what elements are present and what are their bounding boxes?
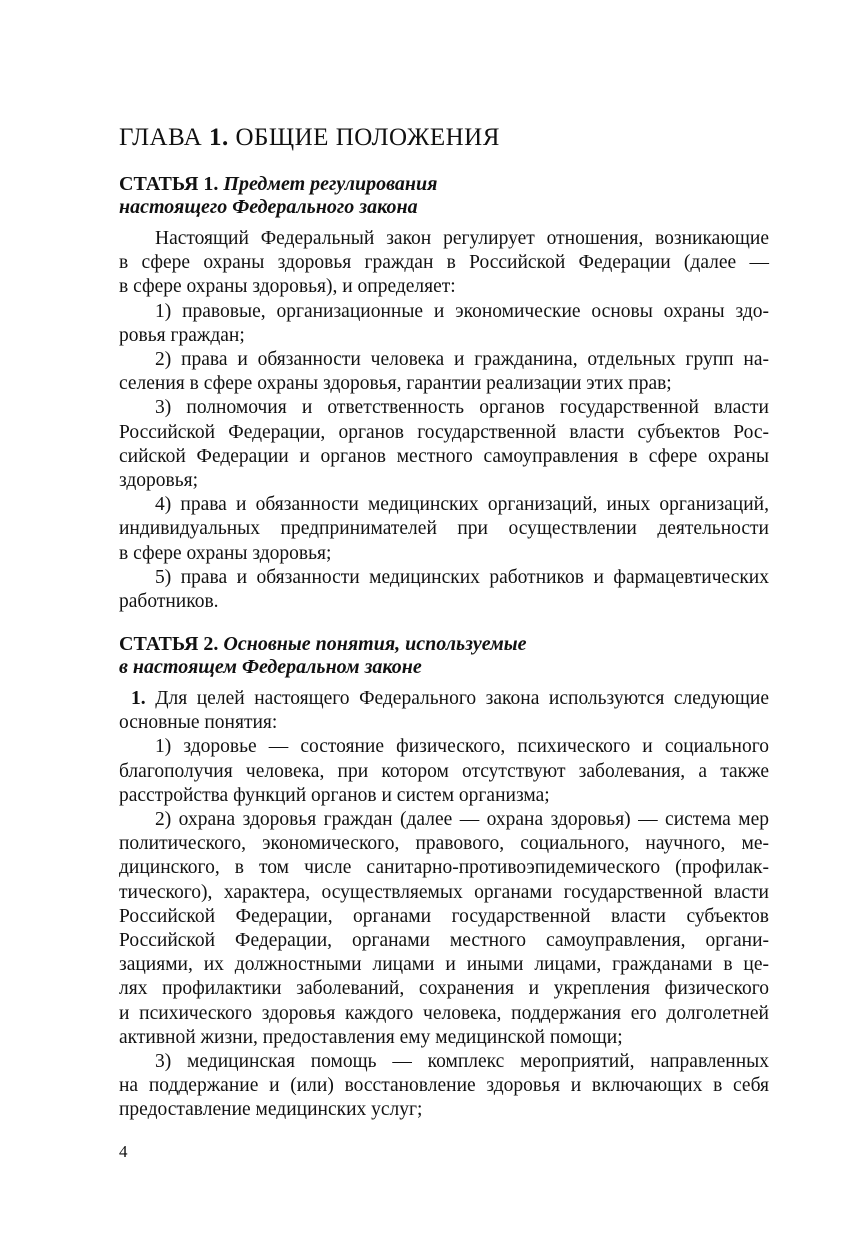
article-1-intro-line: в сфере охраны здоровья), и определяет:	[119, 276, 456, 298]
article-1-item-line: Российской Федерации, органов государственной власти субъектов Рос-	[119, 421, 769, 443]
article-2-item-line: 1) здоровье — состояние физического, психического и социального	[155, 736, 769, 758]
article-2-title-line: в настоящем Федеральном законе	[119, 656, 422, 678]
chapter-title: ОБЩИЕ ПОЛОЖЕНИЯ	[228, 124, 500, 151]
point-1-line: основные понятия:	[119, 712, 278, 734]
article-1-item-line: селения в сфере охраны здоровья, гарантии реализации этих прав;	[119, 373, 672, 395]
article-2-item-line: Российской Федерации, органами местного самоуправления, органи-	[119, 930, 769, 952]
article-1-title-line: Предмет регулирования	[223, 173, 438, 195]
article-1-item-line: в сфере охраны здоровья;	[119, 542, 332, 564]
article-1-body	[119, 227, 769, 614]
article-2-item-line: дицинского, в том числе санитарно-противоэпидемического (профилак-	[119, 857, 769, 879]
article-2-item-line: благополучия человека, при котором отсутствуют заболевания, а также	[119, 760, 769, 782]
article-1-item-line: работников.	[119, 591, 219, 613]
article-2-item-line: Российской Федерации, органами государственной власти субъектов	[119, 905, 769, 927]
article-1-item-line: ровья граждан;	[119, 324, 245, 346]
article-2-title-line: Основные понятия, используемые	[223, 633, 527, 655]
point-1-number: 1.	[131, 688, 146, 709]
article-1-item-line: 5) права и обязанности медицинских работников и фармацевтических	[155, 566, 769, 588]
article-1-heading	[119, 173, 437, 219]
article-1-item-line: индивидуальных предпринимателей при осуществлении деятельности	[119, 518, 769, 540]
article-2-item-line: тического), характера, осуществляемых органами государственной власти	[119, 881, 769, 903]
article-1-title-line: настоящего Федерального закона	[119, 196, 418, 218]
article-1-item-line: 3) полномочия и ответственность органов государственной власти	[155, 397, 769, 419]
article-2-label: СТАТЬЯ 2.	[119, 633, 219, 655]
article-1-intro-line: Настоящий Федеральный закон регулирует отношения, возникающие	[155, 228, 769, 249]
chapter-heading	[119, 124, 500, 152]
article-2-item-line: предоставление медицинских услуг;	[119, 1099, 423, 1121]
article-2-body	[119, 687, 769, 1123]
article-2-item-line: 2) охрана здоровья граждан (далее — охрана здоровья) — система мер	[155, 809, 769, 831]
article-2-item-line: расстройства функций органов и систем организма;	[119, 784, 550, 806]
article-1-item-line: 2) права и обязанности человека и гражданина, отдельных групп на-	[155, 349, 769, 371]
article-2-item-line: политического, экономического, правового, социального, научного, ме-	[119, 833, 769, 855]
article-2-heading	[119, 633, 527, 679]
chapter-number: 1.	[209, 124, 229, 151]
point-1-line	[119, 687, 769, 711]
article-2-item-line: 3) медицинская помощь — комплекс мероприятий, направленных	[155, 1051, 769, 1073]
article-1-label: СТАТЬЯ 1.	[119, 173, 219, 195]
article-2-item-line: зациями, их должностными лицами и иными лицами, гражданами в це-	[119, 954, 769, 976]
article-2-item-line: и психического здоровья каждого человека, поддержания его долголетней	[119, 1002, 769, 1024]
chapter-prefix: ГЛАВА	[119, 124, 209, 151]
article-2-item-line: активной жизни, предоставления ему медицинской помощи;	[119, 1026, 623, 1048]
point-1-text: Для целей настоящего Федерального закона используются следующие	[145, 688, 769, 709]
article-2-item-line: лях профилактики заболеваний, сохранения и укрепления физического	[119, 978, 769, 1000]
article-1-intro-line: в сфере охраны здоровья граждан в Российской Федерации (далее —	[119, 252, 769, 274]
article-1-item-line: здоровья;	[119, 470, 199, 492]
article-2-item-line: на поддержание и (или) восстановление здоровья и включающих в себя	[119, 1075, 769, 1097]
article-1-item-line: 4) права и обязанности медицинских организаций, иных организаций,	[155, 494, 769, 516]
page-number: 4	[119, 1142, 128, 1161]
article-1-item-line: сийской Федерации и органов местного самоуправления в сфере охраны	[119, 445, 769, 467]
article-1-item-line: 1) правовые, организационные и экономические основы охраны здо-	[155, 300, 769, 322]
